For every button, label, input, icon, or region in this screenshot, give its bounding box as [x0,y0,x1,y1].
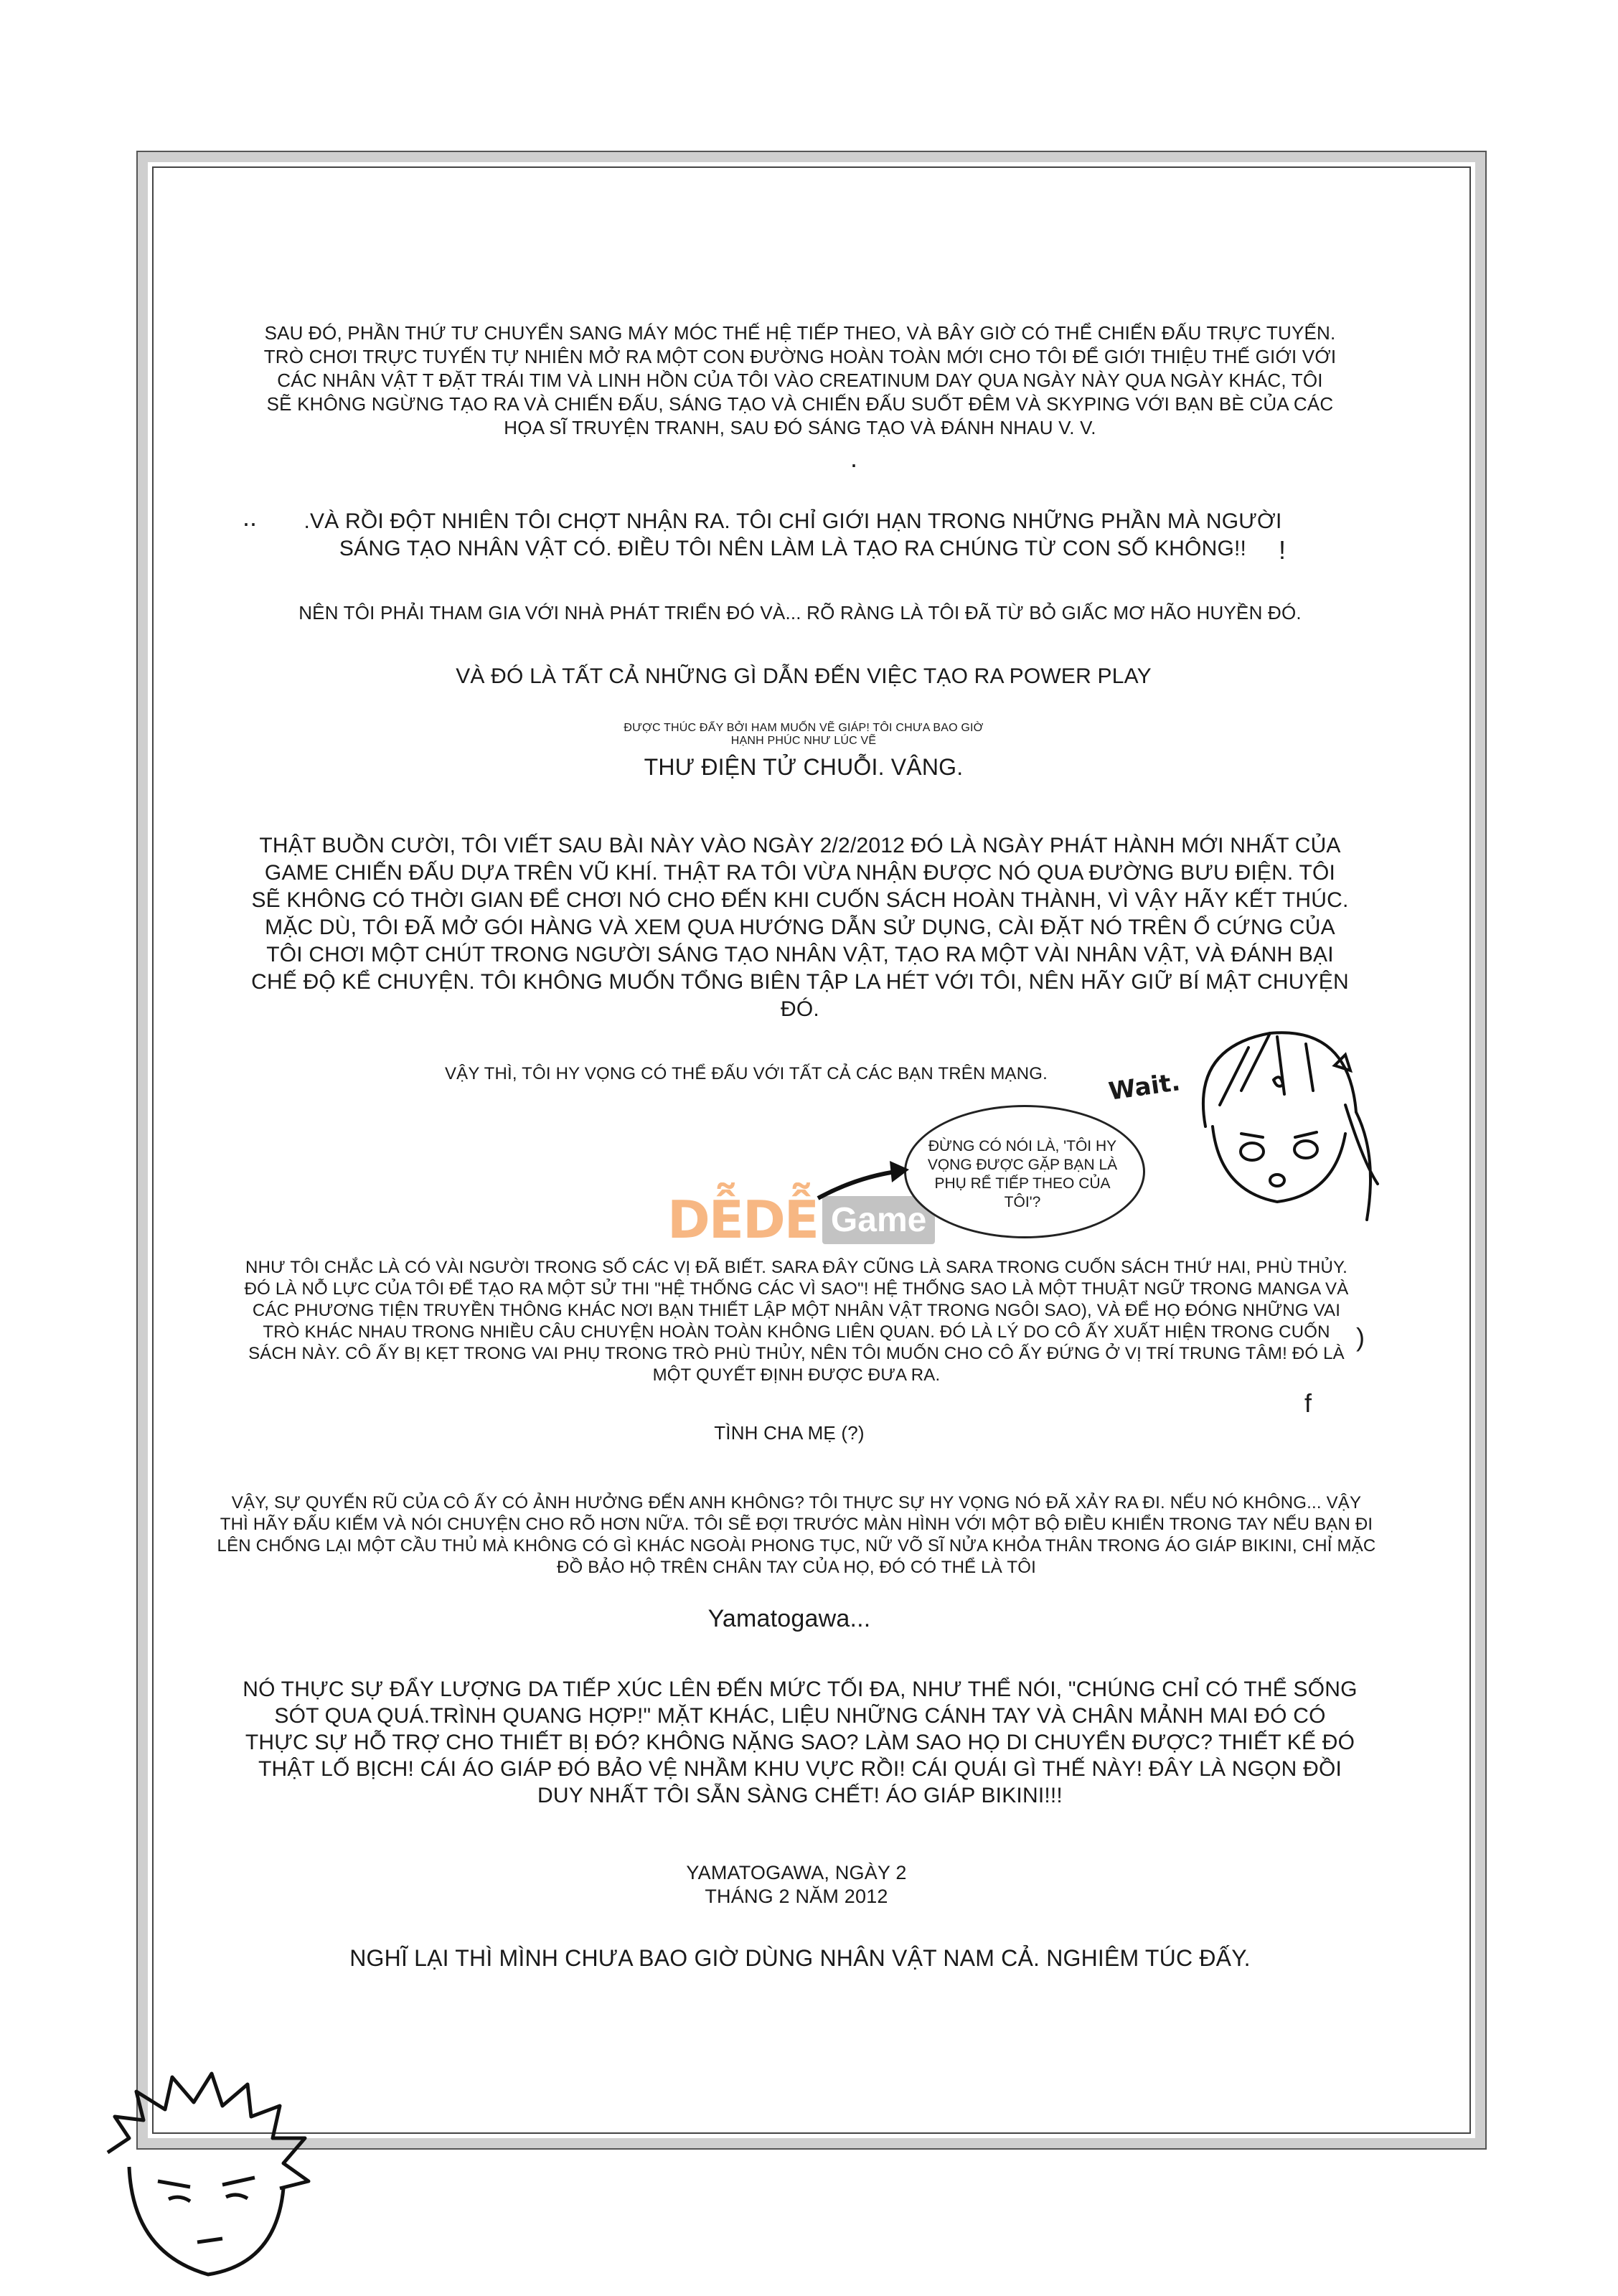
paragraph-join-developer: NÊN TÔI PHẢI THAM GIA VỚI NHÀ PHÁT TRIỂN ĐÓ VÀ... RÕ RÀNG LÀ TÔI ĐÃ TỪ BỎ GIẤC MƠ HÃO HUYỀN ĐÓ. [298,602,1302,624]
paragraph-hope-online: VẬY THÌ, TÔI HY VỌNG CÓ THỂ ĐẤU VỚI TẤT CẢ CÁC BẠN TRÊN MẠNG. [444,1064,1048,1083]
wait-caption: Wait. [1106,1068,1182,1106]
paragraph-sudden-realization: .VÀ RỒI ĐỘT NHIÊN TÔI CHỢT NHẬN RA. TÔI CHỈ GIỚI HẠN TRONG NHỮNG PHẦN MÀ NGƯỜI SÁNG TẠO NHÂN VẬT CÓ. ĐIỀU TÔI NÊN LÀM LÀ TẠO RA CHÚNG TỪ CON SỐ KHÔNG!! [304,509,1282,560]
stray-ellipsis: .. [243,502,258,532]
stray-paren: ) [1356,1322,1365,1352]
paragraph-armor-note: ĐƯỢC THÚC ĐẨY BỞI HAM MUỐN VẼ GIÁP! TÔI CHƯA BAO GIỜ HẠNH PHÚC NHƯ LÚC VẼ [624,722,984,747]
arrow-icon [814,1155,915,1205]
paragraph-parental-love: TÌNH CHA MẸ (?) [714,1422,865,1444]
chibi-girl-illustration [1162,1004,1406,1241]
stray-exclamation: ! [1279,535,1287,565]
paragraph-bikini-armor-challenge: VẬY, SỰ QUYẾN RŨ CỦA CÔ ẤY CÓ ẢNH HƯỞNG ĐẾN ANH KHÔNG? TÔI THỰC SỰ HY VỌNG NÓ ĐÃ XẢY RA ĐI. NẾU NÓ KHÔNG... VẬY THÌ HÃY ĐẤU KIẾM VÀ NÓI CHUYỆN CHO RÕ HƠN NỮA. TÔI SẼ ĐỢI TRƯỚC MÀN HÌNH VỚI MỘT BỘ ĐIỀU KHIỂN TRONG TAY NẾU BẠN ĐI LÊN CHỐNG LẠI MỘT CẦU THỦ MÀ KHÔNG CÓ GÌ KHÁC NGOÀI PHONG TỤC, NỮ VÕ SĨ NỬA KHỎA THÂN TRONG ÁO GIÁP BIKINI, CHỈ MẶC ĐỒ BẢO HỘ TRÊN CHÂN TAY CỦA HỌ, ĐÓ CÓ THỂ LÀ TÔI [217,1493,1376,1577]
stray-dot: . [850,443,858,473]
signature-date: YAMATOGAWA, NGÀY 2 THÁNG 2 NĂM 2012 [686,1862,907,1907]
watermark-sub: Game [822,1196,935,1244]
paragraph-release-day: THẬT BUỒN CƯỜI, TÔI VIẾT SAU BÀI NÀY VÀO NGÀY 2/2/2012 ĐÓ LÀ NGÀY PHÁT HÀNH MỚI NHẤT CỦA GAME CHIẾN ĐẤU DỰA TRÊN VŨ KHÍ. THẬT RA TÔI VỪA NHẬN ĐƯỢC NÓ QUA ĐƯỜNG BƯU ĐIỆN. TÔI SẼ KHÔNG CÓ THỜI GIAN ĐỂ CHƠI NÓ CHO ĐẾN KHI CUỐN SÁCH HOÀN THÀNH, VÌ VẬY HÃY KẾT THÚC. MẶC DÙ, TÔI ĐÃ MỞ GÓI HÀNG VÀ XEM QUA HƯỚNG DẪN SỬ DỤNG, CÀI ĐẶT NÓ TRÊN Ổ CỨNG CỦA TÔI CHƠI MỘT CHÚT TRONG NGƯỜI SÁNG TẠO NHÂN VẬT, TẠO RA MỘT VÀI NHÂN VẬT, VÀ ĐÁNH BẠI CHẾ ĐỘ KỂ CHUYỆN. TÔI KHÔNG MUỐN TỔNG BIÊN TẬP LA HÉT VỚI TÔI, NÊN HÃY GIỮ BÍ MẬT CHUYỆN ĐÓ. [251,834,1349,1021]
watermark-main: DỄDỄ [667,1190,818,1250]
paragraph-photosynthesis-rant: NÓ THỰC SỰ ĐẨY LƯỢNG DA TIẾP XÚC LÊN ĐẾN MỨC TỐI ĐA, NHƯ THỂ NÓI, "CHÚNG CHỈ CÓ THỂ SỐNG SÓT QUA QUÁ.TRÌNH QUANG HỢP!" MẶT KHÁC, LIỆU NHỮNG CÁNH TAY VÀ CHÂN MẢNH MAI ĐÓ CÓ THỰC SỰ HỖ TRỢ CHO THIẾT BỊ ĐÓ? KHÔNG NẶNG SAO? LÀM SAO HỌ DI CHUYỂN ĐƯỢC? THIẾT KẾ ĐÓ THẬT LỐ BỊCH! CÁI ÁO GIÁP ĐÓ BẢO VỆ NHẦM KHU VỰC RỒI! CÁI QUÁI GÌ THẾ NÀY! ĐÂY LÀ NGỌN ĐỒI DUY NHẤT TÔI SẴN SÀNG CHẾT! ÁO GIÁP BIKINI!!! [243,1678,1358,1807]
stray-f: f [1304,1388,1312,1418]
paragraph-chain-mail: THƯ ĐIỆN TỬ CHUỖI. VÂNG. [644,754,964,780]
paragraph-male-characters: NGHĨ LẠI THÌ MÌNH CHƯA BAO GIỜ DÙNG NHÂN VẬT NAM CẢ. NGHIÊM TÚC ĐẤY. [349,1945,1251,1971]
paragraph-online-fighting: SAU ĐÓ, PHẦN THỨ TƯ CHUYỂN SANG MÁY MÓC THẾ HỆ TIẾP THEO, VÀ BÂY GIỜ CÓ THỂ CHIẾN ĐẤU TRỰC TUYẾN. TRÒ CHƠI TRỰC TUYẾN TỰ NHIÊN MỞ RA MỘT CON ĐƯỜNG HOÀN TOÀN MỚI CHO TÔI ĐỂ GIỚI THIỆU THẾ GIỚI VỚI CÁC NHÂN VẬT T ĐẶT TRÁI TIM VÀ LINH HỒN CỦA TÔI VÀO CREATINUM DAY QUA NGÀY NÀY QUA NGÀY KHÁC, TÔI SẼ KHÔNG NGỪNG TẠO RA VÀ CHIẾN ĐẤU, SÁNG TẠO VÀ CHIẾN ĐẤU SUỐT ĐÊM VÀ SKYPING VỚI BẠN BÈ CỦA CÁC HỌA SĨ TRUYỆN TRANH, SAU ĐÓ SÁNG TẠO VÀ ĐÁNH NHAU V. V. [263,322,1337,438]
paragraph-yamatogawa-sigh: Yamatogawa... [707,1605,871,1632]
paragraph-power-play: VÀ ĐÓ LÀ TẤT CẢ NHỮNG GÌ DẪN ĐẾN VIỆC TẠO RA POWER PLAY [456,664,1152,688]
speech-bubble-text: ĐỪNG CÓ NÓI LÀ, 'TÔI HY VỌNG ĐƯỢC GẶP BẠN LÀ PHỤ RỂ TIẾP THEO CỦA TÔI'? [927,1138,1118,1210]
chibi-boy-illustration [100,2059,316,2296]
paragraph-sara-star-system: NHƯ TÔI CHẮC LÀ CÓ VÀI NGƯỜI TRONG SỐ CÁC VỊ ĐÃ BIẾT. SARA ĐÂY CŨNG LÀ SARA TRONG CUỐN SÁCH THỨ HAI, PHÙ THỦY. ĐÓ LÀ NỖ LỰC CỦA TÔI ĐỂ TẠO RA MỘT SỬ THI "HỆ THỐNG CÁC VÌ SAO"! HỆ THỐNG SAO LÀ MỘT THUẬT NGỮ TRONG MANGA VÀ CÁC PHƯƠNG TIỆN TRUYỀN THÔNG KHÁC NƠI BẠN THIẾT LẬP MỘT NHÂN VẬT TRONG NGÔI SAO), VÀ ĐỂ HỌ ĐÓNG NHỮNG VAI TRÒ KHÁC NHAU TRONG NHIỀU CÂU CHUYỆN HOÀN TOÀN KHÔNG LIÊN QUAN. ĐÓ LÀ LÝ DO CÔ ẤY XUẤT HIỆN TRONG CUỐN SÁCH NÀY. CÔ ẤY BỊ KẸT TRONG VAI PHỤ TRONG TRÒ PHÙ THỦY, NÊN TÔI MUỐN CHO CÔ ẤY ĐỨNG Ở VỊ TRÍ TRUNG TÂM! ĐÓ LÀ MỘT QUYẾT ĐỊNH ĐƯỢC ĐƯA RA. [244,1258,1349,1385]
